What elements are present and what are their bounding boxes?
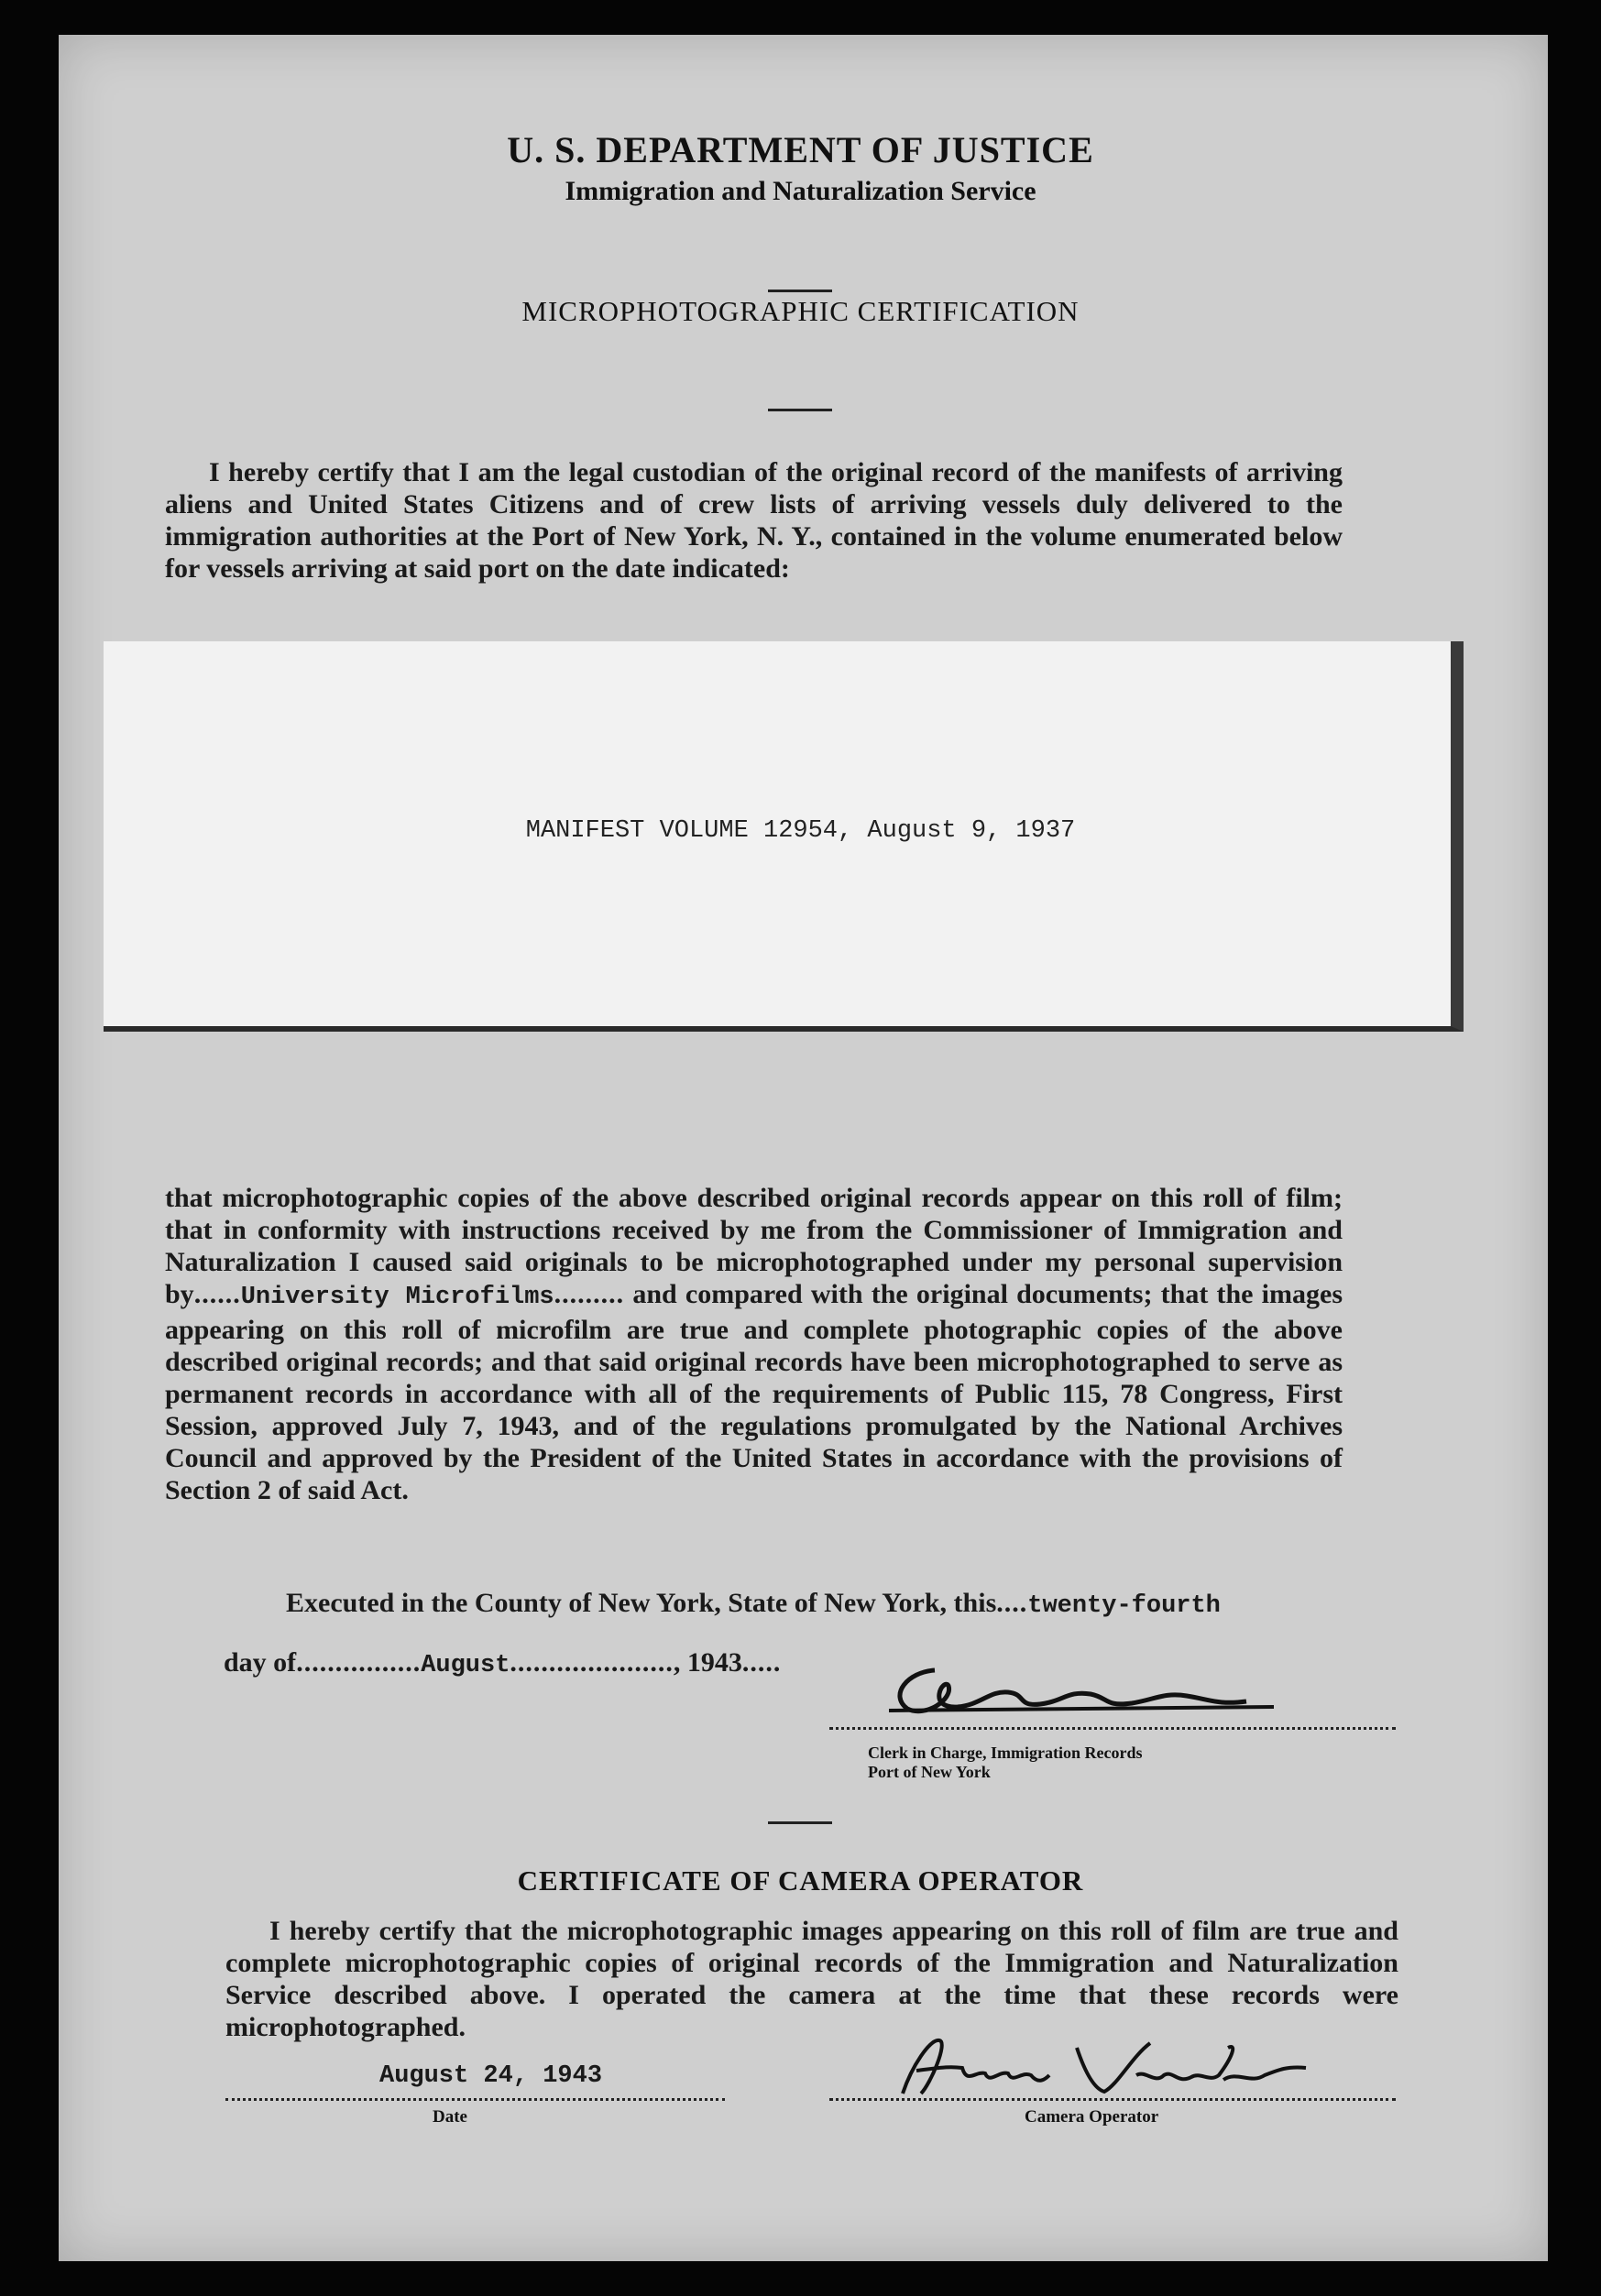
camera-operator-line	[829, 2098, 1396, 2101]
camera-date-value: August 24, 1943	[379, 2062, 603, 2090]
date-line	[225, 2098, 725, 2101]
service-subheading: Immigration and Naturalization Service	[565, 176, 1036, 206]
executed-day: twenty-fourth	[1027, 1592, 1221, 1620]
executed-month: August	[421, 1652, 510, 1679]
clerk-title: Clerk in Charge, Immigration Records Port of New York	[868, 1744, 1143, 1781]
camera-certificate-title: CERTIFICATE OF CAMERA OPERATOR	[517, 1864, 1084, 1897]
executed-line: Executed in the County of New York, State of New York, this....twenty-fourth	[286, 1588, 1221, 1620]
camera-operator-label: Camera Operator	[1025, 2107, 1159, 2127]
volume-slip-text: MANIFEST VOLUME 12954, August 9, 1937	[525, 817, 1076, 845]
clerk-signature-icon	[871, 1654, 1292, 1727]
divider	[768, 290, 832, 292]
contractor-name: University Microfilms	[240, 1284, 554, 1311]
camera-paragraph: I hereby certify that the microphotographic images appearing on this roll of film are true and complete microphotographic copies of original records of the Immigration and Naturalization Service described above. I operated the camera at the time that these records were microphotographed.	[225, 1916, 1398, 2042]
divider	[768, 409, 832, 411]
executed-year: , 1943	[673, 1647, 742, 1678]
divider	[768, 1821, 832, 1824]
body-paragraph: that microphotographic copies of the above described original records appear on this roll of film; that in conformity with instructions received by me from the Commissioner of Immigration and Naturalization I caused said originals to be microphotographed under my personal supervision by......University Microfilms......... and compared with the original documents; that the images appearing on this roll of microfilm are true and complete photographic copies of the above described original records; and that said original records have been microphotographed to serve as permanent records in accordance with all of the requirements of Public 115, 78 Congress, First Session, approved July 7, 1943, and of the regulations promulgated by the National Archives Council and approved by the President of the United States in accordance with the provisions of Section 2 of said Act.	[165, 1183, 1343, 1505]
clerk-signature-line	[829, 1727, 1396, 1730]
department-heading: U. S. DEPARTMENT OF JUSTICE	[507, 129, 1094, 170]
day-of-line: day of................August....................., 1943.....	[224, 1647, 782, 1679]
intro-paragraph: I hereby certify that I am the legal custodian of the original record of the manifests of arriving aliens and United States Citizens and of crew lists of arriving vessels duly delivered to the immigration authorities at the Port of New York, N. Y., contained in the volume enumerated below for vessels arriving at said port on the date indicated:	[165, 457, 1343, 584]
certification-title: MICROPHOTOGRAPHIC CERTIFICATION	[521, 295, 1080, 327]
camera-operator-signature-icon	[875, 2029, 1333, 2103]
date-label: Date	[433, 2107, 467, 2127]
